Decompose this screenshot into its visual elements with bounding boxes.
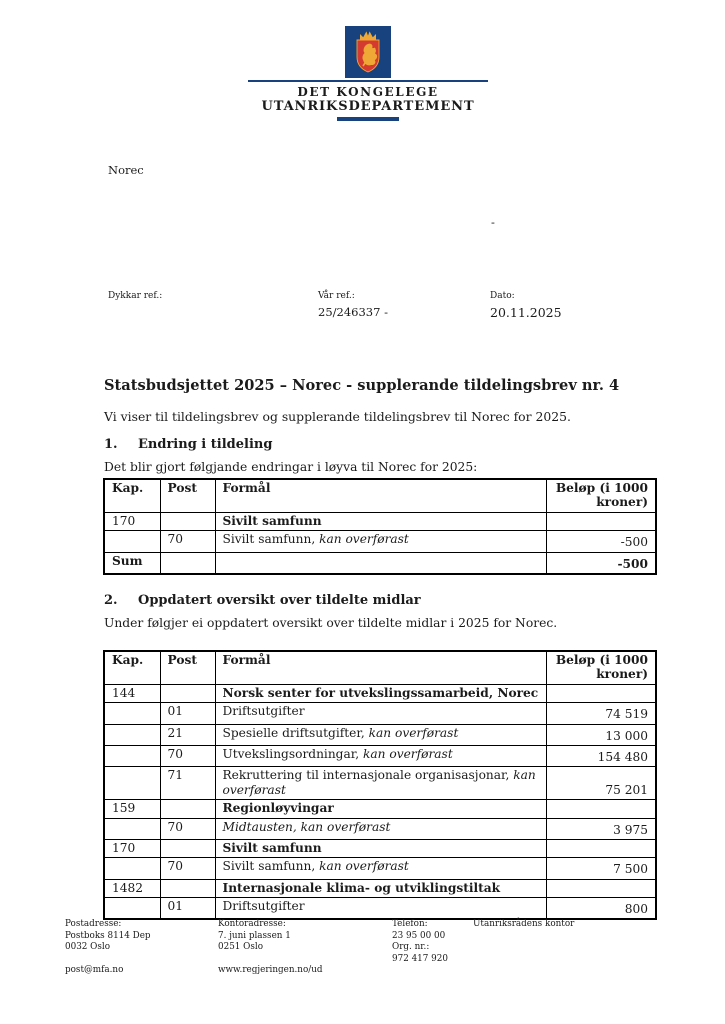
allocated-funds-table — [103, 650, 657, 920]
cell-belop: 3 975 — [546, 818, 656, 839]
letter-footer — [65, 919, 685, 989]
letterhead-divider — [248, 80, 488, 82]
cell-post — [160, 552, 215, 574]
cell-belop: 800 — [546, 898, 656, 920]
cell-kap — [104, 818, 160, 839]
letterhead-bar — [337, 117, 399, 121]
cell-post: 70 — [160, 745, 215, 766]
date-label: Dato: — [490, 291, 515, 301]
cell-post: 70 — [160, 858, 215, 879]
your-ref-block — [108, 291, 162, 305]
table-header-row — [104, 651, 656, 684]
recipient-name: Norec — [108, 163, 144, 177]
footer-line: Postadresse: — [65, 919, 122, 929]
cell-kap: 170 — [104, 839, 160, 857]
cell-kap — [104, 703, 160, 724]
cell-belop — [546, 512, 656, 530]
cell-formal: Sivilt samfunn, kan overførast — [215, 858, 546, 879]
column-header: Post — [160, 479, 215, 512]
table-row — [104, 703, 656, 724]
cell-formal: Rekruttering til internasjonale organisasjonar, kan overførast — [215, 767, 546, 800]
cell-post: 70 — [160, 531, 215, 552]
date-block — [490, 291, 562, 320]
footer-line: 0032 Oslo — [65, 942, 111, 952]
cell-formal: Sivilt samfunn — [215, 839, 546, 857]
cell-kap — [104, 898, 160, 920]
table-row — [104, 879, 656, 897]
table-row — [104, 684, 656, 702]
cell-belop — [546, 839, 656, 857]
section-2-title: Oppdatert oversikt over tildelte midlar — [138, 593, 421, 608]
cell-post — [160, 879, 215, 897]
footer-line: Org. nr.: — [392, 942, 430, 952]
ministry-name-line1: DET KONGELEGE — [297, 85, 439, 99]
section-1-lead: Det blir gjort følgjande endringar i løyva til Norec for 2025: — [104, 460, 478, 474]
letterhead — [248, 26, 488, 121]
footer-postal-address — [65, 919, 151, 977]
coat-of-arms-icon — [345, 26, 391, 78]
table-row — [104, 800, 656, 818]
footer-line: post@mfa.no — [65, 965, 124, 975]
cell-formal: Norsk senter for utvekslingssamarbeid, Norec — [215, 684, 546, 702]
column-header-amount: Beløp (i 1000 kroner) — [546, 479, 656, 512]
cell-post — [160, 684, 215, 702]
cell-formal — [215, 552, 546, 574]
cell-kap: 1482 — [104, 879, 160, 897]
cell-post — [160, 839, 215, 857]
cell-formal: Driftsutgifter — [215, 703, 546, 724]
date-value: 20.11.2025 — [490, 305, 562, 320]
section-1-number: 1. — [104, 437, 118, 452]
cell-formal: Internasjonale klima- og utviklingstiltak — [215, 879, 546, 897]
cell-formal: Sivilt samfunn, kan overførast — [215, 531, 546, 552]
cell-post: 01 — [160, 898, 215, 920]
table-row — [104, 898, 656, 920]
cell-belop: -500 — [546, 552, 656, 574]
your-ref-label: Dykkar ref.: — [108, 291, 163, 301]
section-2-number: 2. — [104, 593, 118, 608]
cell-formal: Spesielle driftsutgifter, kan overførast — [215, 724, 546, 745]
ministry-name-line2: UTANRIKSDEPARTEMENT — [261, 99, 475, 114]
footer-line: 0251 Oslo — [218, 942, 264, 952]
letter-title: Statsbudsjettet 2025 – Norec - supplerande tildelingsbrev nr. 4 — [104, 377, 620, 394]
cell-post: 21 — [160, 724, 215, 745]
cell-belop — [546, 800, 656, 818]
cell-kap: 170 — [104, 512, 160, 530]
cell-kap: 159 — [104, 800, 160, 818]
footer-office-address — [218, 919, 323, 977]
cell-formal: Midtausten, kan overførast — [215, 818, 546, 839]
section-1-title: Endring i tildeling — [138, 437, 273, 452]
footer-phone-org — [392, 919, 448, 965]
our-ref-block — [318, 291, 388, 319]
cell-kap: 144 — [104, 684, 160, 702]
column-header-amount: Beløp (i 1000 kroner) — [546, 651, 656, 684]
our-ref-label: Vår ref.: — [318, 291, 355, 301]
our-ref-value: 25/246337 - — [318, 305, 388, 319]
cell-kap — [104, 858, 160, 879]
cell-belop: 154 480 — [546, 745, 656, 766]
footer-line: 7. juni plassen 1 — [218, 930, 291, 941]
table-row — [104, 839, 656, 857]
cell-belop: 75 201 — [546, 767, 656, 800]
table-row — [104, 745, 656, 766]
cell-post: 01 — [160, 703, 215, 724]
cell-kap — [104, 724, 160, 745]
column-header: Post — [160, 651, 215, 684]
table-row — [104, 767, 656, 800]
cell-kap — [104, 767, 160, 800]
table-header-row — [104, 479, 656, 512]
cell-belop: 74 519 — [546, 703, 656, 724]
intro-paragraph: Vi viser til tildelingsbrev og supplerande tildelingsbrev til Norec for 2025. — [104, 409, 571, 424]
allocation-change-table — [103, 478, 657, 575]
table-row — [104, 552, 656, 574]
cell-post — [160, 800, 215, 818]
column-header: Kap. — [104, 479, 160, 512]
footer-line — [218, 954, 323, 966]
footer-line: Utanriksrådens kontor — [473, 919, 575, 929]
table-row — [104, 818, 656, 839]
cell-belop: -500 — [546, 531, 656, 552]
cell-kap — [104, 531, 160, 552]
section-2-heading — [104, 593, 421, 608]
cell-formal: Sivilt samfunn — [215, 512, 546, 530]
table-row — [104, 531, 656, 552]
footer-line: Kontoradresse: — [218, 919, 286, 929]
footer-line: 972 417 920 — [392, 953, 448, 964]
section-1-heading — [104, 437, 272, 452]
cell-formal: Utvekslingsordningar, kan overførast — [215, 745, 546, 766]
cell-post: 71 — [160, 767, 215, 800]
footer-department — [473, 919, 574, 931]
cell-belop — [546, 684, 656, 702]
cell-belop: 7 500 — [546, 858, 656, 879]
table-row — [104, 512, 656, 530]
address-placeholder: - — [491, 215, 495, 229]
footer-line: 23 95 00 00 — [392, 930, 446, 941]
footer-line: www.regjeringen.no/ud — [218, 965, 323, 975]
column-header: Kap. — [104, 651, 160, 684]
table-row — [104, 724, 656, 745]
column-header: Formål — [215, 479, 546, 512]
cell-formal: Regionløyvingar — [215, 800, 546, 818]
cell-belop — [546, 879, 656, 897]
cell-kap — [104, 745, 160, 766]
column-header: Formål — [215, 651, 546, 684]
cell-post: 70 — [160, 818, 215, 839]
cell-formal: Driftsutgifter — [215, 898, 546, 920]
footer-line: Telefon: — [392, 919, 428, 929]
cell-belop: 13 000 — [546, 724, 656, 745]
section-2-lead: Under følgjer ei oppdatert oversikt over tildelte midlar i 2025 for Norec. — [104, 616, 558, 630]
table-row — [104, 858, 656, 879]
cell-post — [160, 512, 215, 530]
footer-line — [65, 954, 151, 966]
footer-line: Postboks 8114 Dep — [65, 930, 151, 941]
cell-kap: Sum — [104, 552, 160, 574]
